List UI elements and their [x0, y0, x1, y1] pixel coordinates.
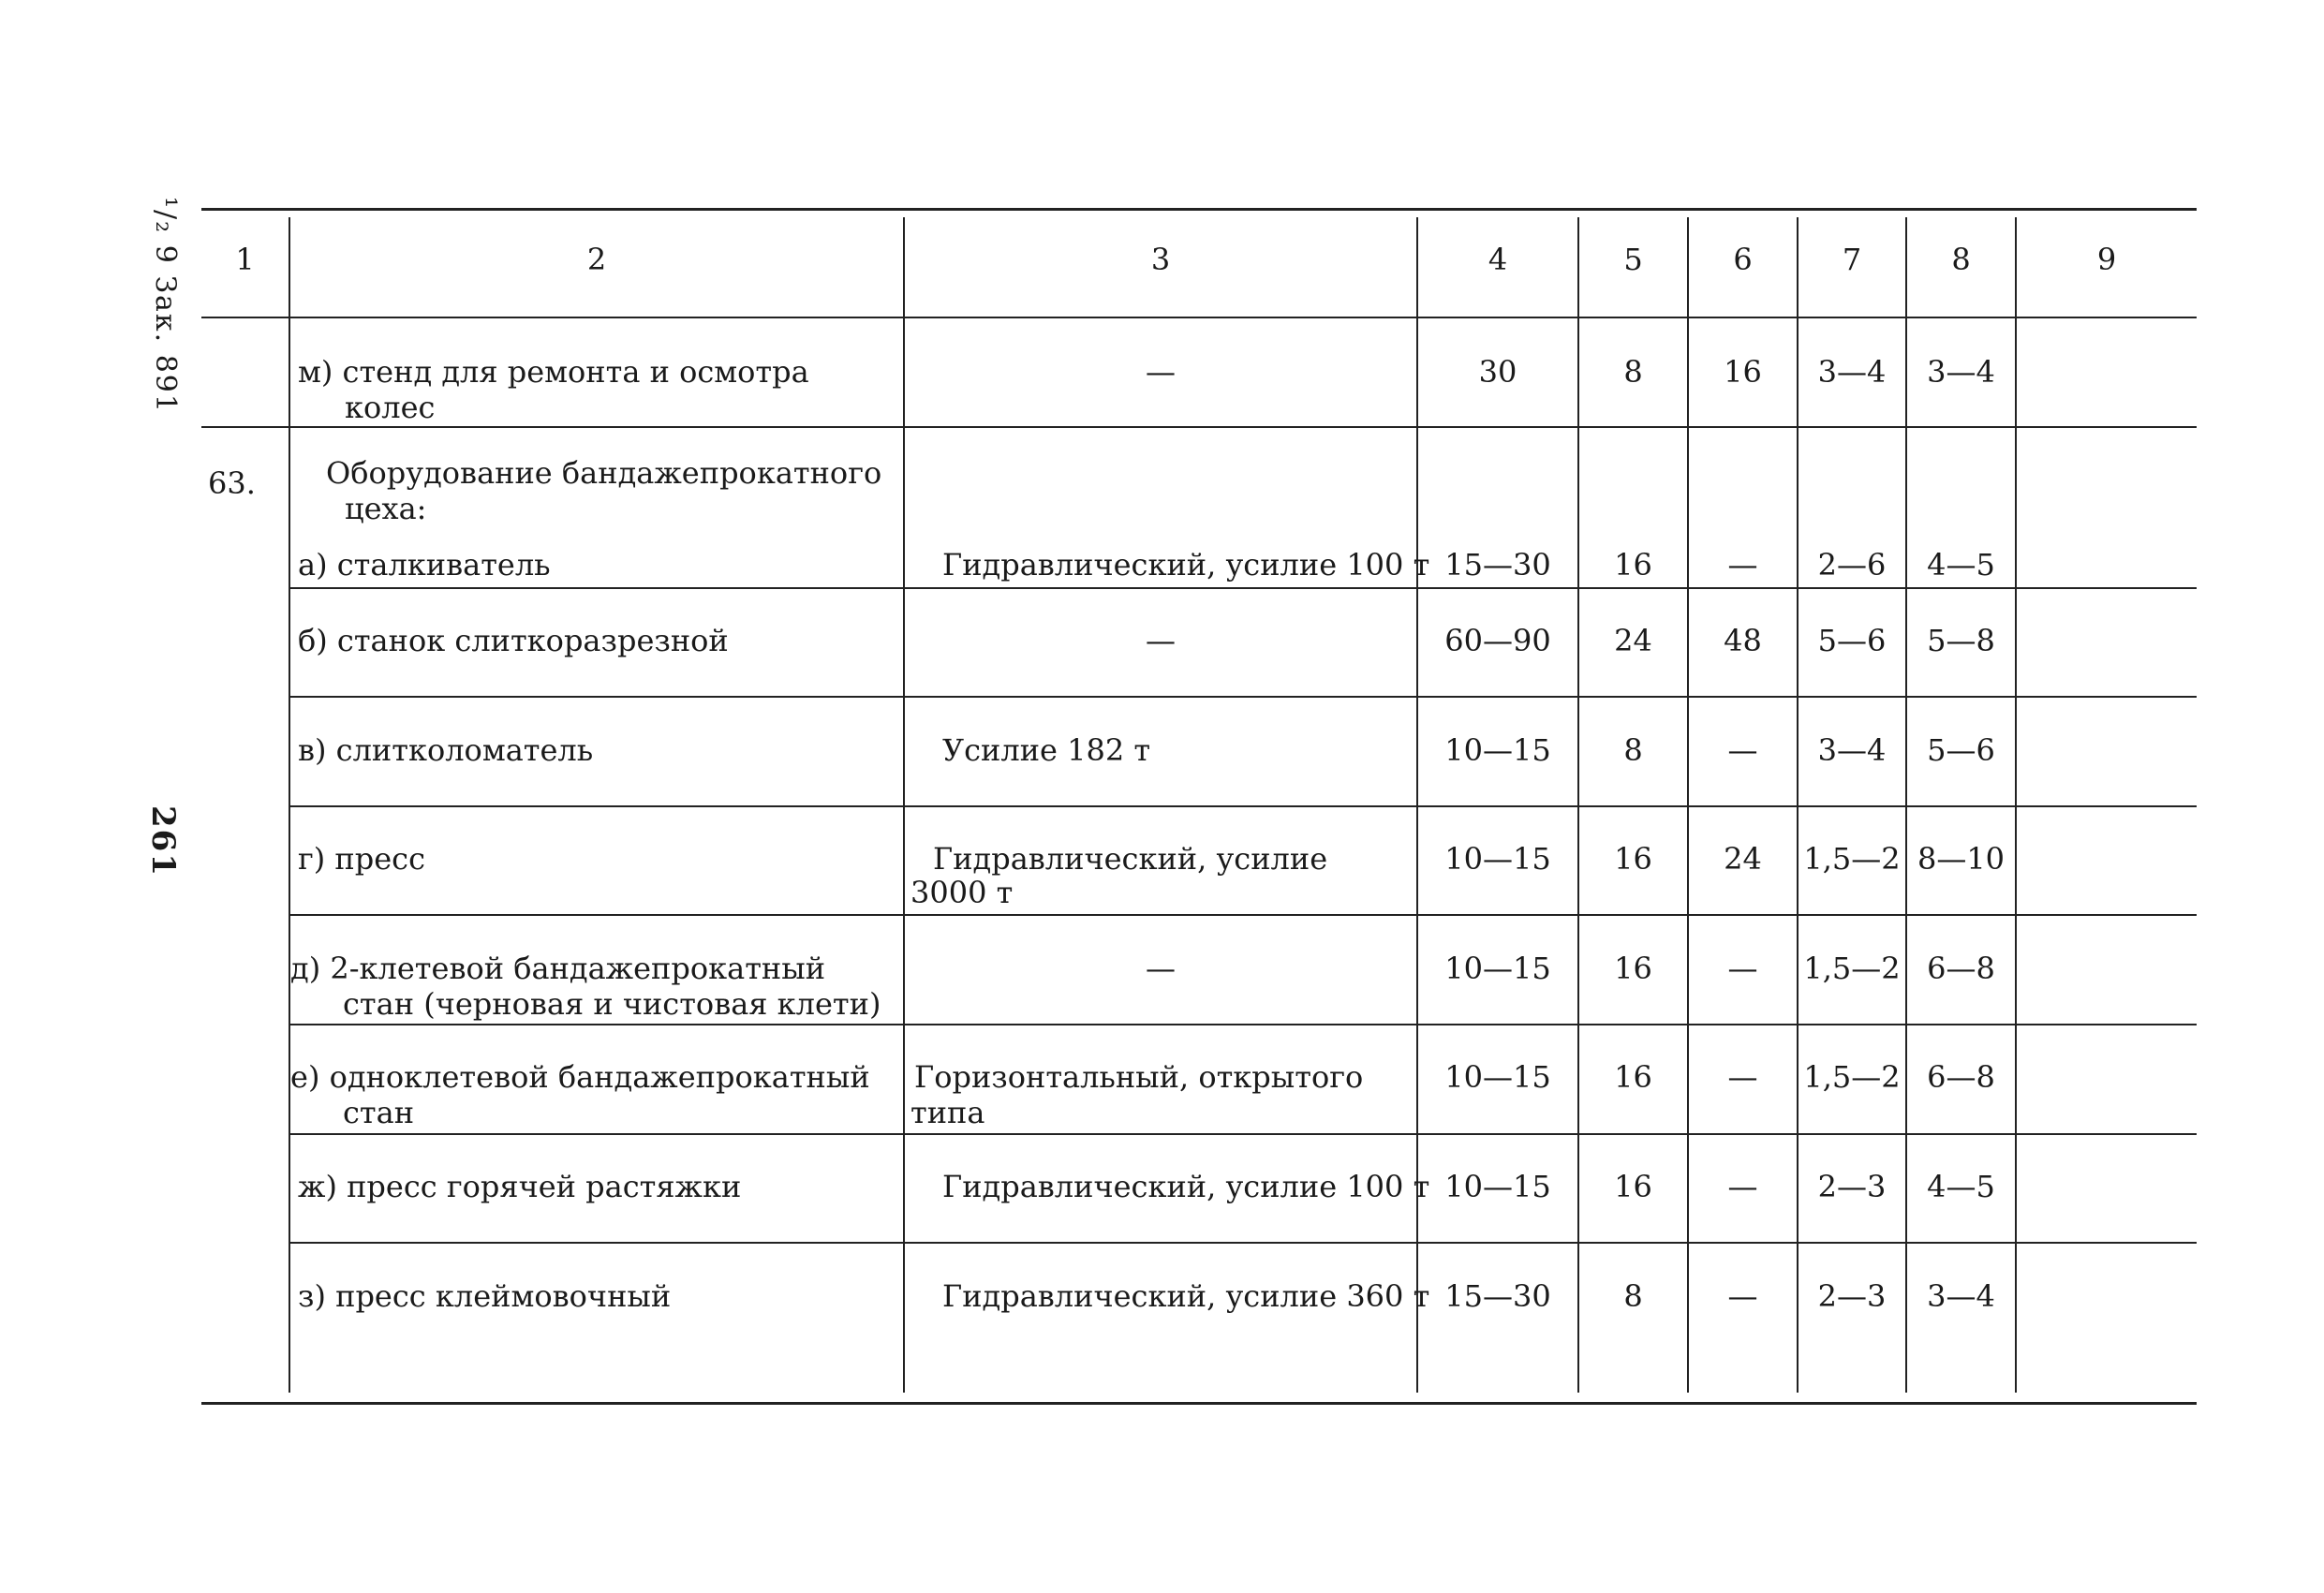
cell-c7: 5—6	[1817, 623, 1887, 658]
row-rule	[290, 1024, 2197, 1025]
column-header: 9	[2096, 242, 2117, 277]
column-header: 7	[1842, 242, 1862, 277]
row-spec-cont: типа	[910, 1095, 985, 1130]
cell-c6: 48	[1724, 623, 1762, 658]
column-divider	[1687, 217, 1689, 1393]
column-divider	[2015, 217, 2017, 1393]
row-spec: —	[1146, 951, 1176, 986]
cell-c6: —	[1727, 1059, 1758, 1095]
cell-c8: 4—5	[1927, 1169, 1995, 1204]
row-name: з) пресс клеймовочный	[298, 1278, 672, 1314]
page-number: 261	[144, 805, 182, 878]
row-name-cont: стан	[343, 1095, 415, 1130]
cell-c6: —	[1727, 1278, 1758, 1314]
cell-c6: —	[1727, 1169, 1758, 1204]
row-rule	[290, 587, 2197, 589]
cell-c4: 10—15	[1444, 841, 1551, 877]
cell-c8: 5—8	[1927, 623, 1995, 658]
cell-c4: 10—15	[1444, 732, 1551, 768]
cell-c6: 16	[1724, 354, 1762, 390]
row-spec-cont: 3000 т	[910, 875, 1014, 910]
row-spec: Гидравлический, усилие 100 т	[942, 547, 1430, 583]
column-divider	[1416, 217, 1418, 1393]
cell-c5: 16	[1614, 951, 1652, 986]
row-spec: —	[1146, 354, 1176, 390]
row-spec: Гидравлический, усилие	[933, 841, 1328, 877]
table-bottom-rule	[201, 1402, 2197, 1405]
group-title: Оборудование бандажепрокатного	[326, 455, 882, 491]
cell-c5: 16	[1614, 841, 1652, 877]
cell-c8: 6—8	[1927, 951, 1995, 986]
cell-c8: 8—10	[1917, 841, 2006, 877]
cell-c8: 6—8	[1927, 1059, 1995, 1095]
cell-c4: 10—15	[1444, 1059, 1551, 1095]
header-bottom-rule	[201, 317, 2197, 318]
row-name: а) сталкиватель	[298, 547, 551, 583]
row-name: г) пресс	[298, 841, 426, 877]
column-divider	[1577, 217, 1579, 1393]
column-header: 3	[1150, 242, 1171, 277]
row-spec: Гидравлический, усилие 100 т	[942, 1169, 1430, 1204]
cell-c7: 1,5—2	[1803, 1059, 1901, 1095]
cell-c7: 3—4	[1817, 354, 1887, 390]
cell-c8: 4—5	[1927, 547, 1995, 583]
cell-c8: 3—4	[1927, 1278, 1995, 1314]
cell-c8: 5—6	[1927, 732, 1995, 768]
cell-c8: 3—4	[1927, 354, 1995, 390]
column-divider	[903, 217, 905, 1393]
cell-c4: 15—30	[1444, 1278, 1551, 1314]
row-name: б) станок слиткоразрезной	[298, 623, 729, 658]
cell-c5: 16	[1614, 1169, 1652, 1204]
row-rule	[290, 805, 2197, 807]
row-rule	[290, 696, 2197, 698]
cell-c4: 30	[1478, 354, 1517, 390]
cell-c7: 1,5—2	[1803, 951, 1901, 986]
cell-c7: 1,5—2	[1803, 841, 1901, 877]
cell-c7: 2—3	[1817, 1278, 1887, 1314]
cell-c4: 15—30	[1444, 547, 1551, 583]
cell-c4: 10—15	[1444, 951, 1551, 986]
row-name: в) слитколоматель	[298, 732, 594, 768]
row-rule	[290, 1242, 2197, 1244]
column-header: 2	[586, 242, 607, 277]
cell-c5: 16	[1614, 1059, 1652, 1095]
margin-print-note: ¹/₂ 9 Зак. 891	[149, 197, 182, 414]
cell-c7: 2—3	[1817, 1169, 1887, 1204]
cell-c6: —	[1727, 547, 1758, 583]
cell-c6: —	[1727, 951, 1758, 986]
row-rule	[290, 1133, 2197, 1135]
column-header: 1	[235, 242, 255, 277]
cell-c5: 16	[1614, 547, 1652, 583]
column-header: 5	[1623, 242, 1643, 277]
row-name: д) 2-клетевой бандажепрокатный	[290, 951, 826, 986]
cell-c5: 8	[1623, 354, 1643, 390]
row-name: м) стенд для ремонта и осмотра	[298, 354, 809, 390]
table-top-rule	[201, 208, 2197, 211]
cell-c7: 2—6	[1817, 547, 1887, 583]
column-divider	[1905, 217, 1907, 1393]
column-header: 8	[1951, 242, 1971, 277]
group-title-cont: цеха:	[345, 491, 427, 526]
row-name: е) одноклетевой бандажепрокатный	[290, 1059, 870, 1095]
cell-c6: —	[1727, 732, 1758, 768]
column-header: 6	[1733, 242, 1753, 277]
row-spec: Усилие 182 т	[942, 732, 1151, 768]
cell-c4: 10—15	[1444, 1169, 1551, 1204]
cell-c6: 24	[1724, 841, 1762, 877]
cell-c5: 8	[1623, 1278, 1643, 1314]
column-header: 4	[1488, 242, 1508, 277]
column-divider	[1797, 217, 1799, 1393]
cell-c5: 8	[1623, 732, 1643, 768]
column-divider	[289, 217, 290, 1393]
row-name-cont: стан (черновая и чистовая клети)	[343, 986, 881, 1022]
group-number: 63.	[208, 465, 256, 501]
row-name: ж) пресс горячей растяжки	[298, 1169, 742, 1204]
row-rule	[290, 914, 2197, 916]
row-spec: Горизонтальный, открытого	[914, 1059, 1364, 1095]
row-spec: —	[1146, 623, 1176, 658]
cell-c5: 24	[1614, 623, 1652, 658]
row-name-cont: колес	[345, 390, 436, 425]
row-rule	[201, 426, 2197, 428]
cell-c7: 3—4	[1817, 732, 1887, 768]
row-spec: Гидравлический, усилие 360 т	[942, 1278, 1430, 1314]
cell-c4: 60—90	[1444, 623, 1551, 658]
